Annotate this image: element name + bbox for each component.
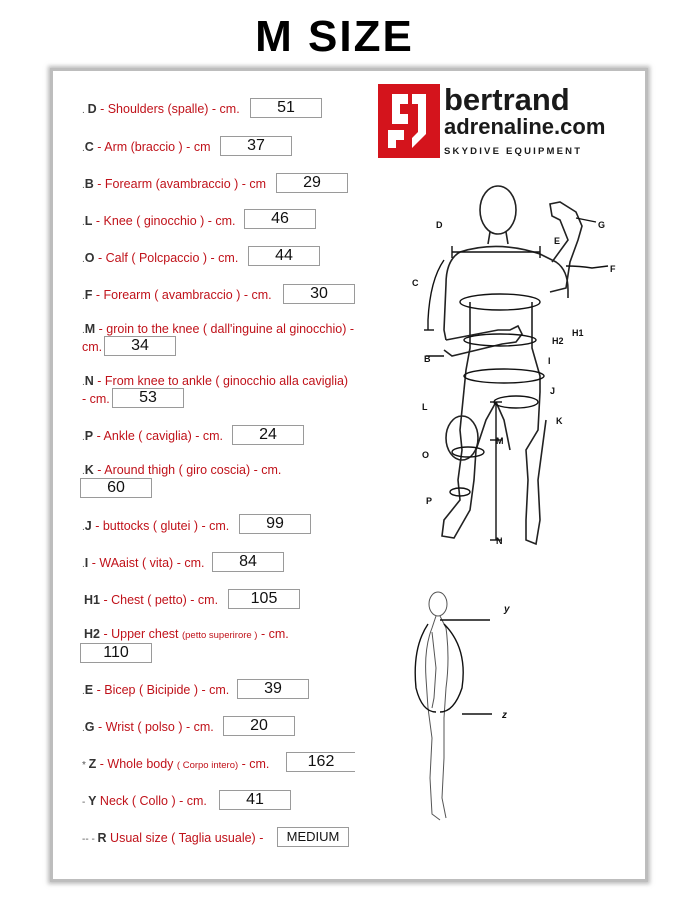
row-knee-ankle-unit: - cm.: [82, 392, 110, 406]
row-forearm-b: .B - Forearm (avambraccio ) - cm: [82, 177, 267, 191]
label-f: F: [610, 264, 616, 274]
label-h1: H1: [572, 328, 584, 338]
row-groin-knee: .M - groin to the knee ( dall'inguine al ginocchio) -: [82, 322, 354, 336]
input-bicep[interactable]: 39: [237, 679, 309, 699]
label-z: z: [502, 710, 507, 721]
label-j: J: [550, 386, 556, 396]
input-waist[interactable]: 84: [212, 552, 284, 572]
label-d: D: [436, 220, 443, 230]
row-buttocks: .J - buttocks ( glutei ) - cm.: [82, 519, 230, 533]
input-buttocks[interactable]: 99: [239, 514, 311, 534]
input-arm[interactable]: 37: [220, 136, 292, 156]
label-h2: H2: [552, 336, 564, 346]
row-upper-chest: H2 - Upper chest (petto superirore ) - cm.: [84, 627, 289, 641]
label-n: N: [496, 536, 503, 546]
row-usual-size: -- - R Usual size ( Taglia usuale) -: [82, 831, 264, 845]
input-whole-body[interactable]: 162: [286, 752, 355, 772]
row-arm: .C - Arm (braccio ) - cm: [82, 140, 211, 154]
logo-text-line1: bertrand: [444, 82, 570, 117]
label-m: M: [496, 436, 504, 446]
input-calf[interactable]: 44: [248, 246, 320, 266]
body-side-diagram: [410, 588, 530, 828]
bertrand-logo-icon: [378, 84, 440, 158]
row-forearm-f: .F - Forearm ( avambraccio ) - cm.: [82, 288, 272, 302]
row-knee-ankle: .N - From knee to ankle ( ginocchio alla caviglia): [82, 374, 349, 388]
input-usual-size[interactable]: MEDIUM: [277, 827, 349, 847]
input-upper-chest[interactable]: 110: [80, 643, 152, 663]
label-o: O: [422, 450, 430, 460]
row-thigh: .K - Around thigh ( giro coscia) - cm.: [82, 463, 282, 477]
row-chest: H1 - Chest ( petto) - cm.: [84, 593, 219, 607]
label-i: I: [548, 356, 551, 366]
logo-tagline: SKYDIVE EQUIPMENT: [444, 146, 583, 157]
input-knee-ankle[interactable]: 53: [112, 388, 184, 408]
row-waist: .I - WAaist ( vita) - cm.: [82, 556, 205, 570]
input-knee[interactable]: 46: [244, 209, 316, 229]
label-c: C: [412, 278, 419, 288]
input-forearm-b[interactable]: 29: [276, 173, 348, 193]
label-y: y: [504, 604, 510, 615]
input-wrist[interactable]: 20: [223, 716, 295, 736]
row-calf: .O - Calf ( Polcpaccio ) - cm.: [82, 251, 239, 265]
page-title: M SIZE: [255, 12, 414, 61]
input-neck[interactable]: 41: [219, 790, 291, 810]
input-groin-knee[interactable]: 34: [104, 336, 176, 356]
body-front-diagram: [400, 180, 630, 580]
input-forearm-f[interactable]: 30: [283, 284, 355, 304]
row-wrist: .G - Wrist ( polso ) - cm.: [82, 720, 214, 734]
row-whole-body: * Z - Whole body ( Corpo intero) - cm.: [82, 757, 270, 771]
logo-text-line2: adrenaline.com: [444, 114, 606, 139]
row-knee: .L - Knee ( ginocchio ) - cm.: [82, 214, 236, 228]
input-shoulders[interactable]: 51: [250, 98, 322, 118]
brand-logo: [378, 84, 614, 162]
row-ankle: .P - Ankle ( caviglia) - cm.: [82, 429, 224, 443]
label-l: L: [422, 402, 428, 412]
row-bicep: .E - Bicep ( Bicipide ) - cm.: [82, 683, 230, 697]
label-b: B: [424, 354, 431, 364]
label-p: P: [426, 496, 433, 506]
label-g: G: [598, 220, 606, 230]
row-shoulders: . D - Shoulders (spalle) - cm.: [82, 102, 240, 116]
input-thigh[interactable]: 60: [80, 478, 152, 498]
input-ankle[interactable]: 24: [232, 425, 304, 445]
label-k: K: [556, 416, 563, 426]
row-neck: - Y Neck ( Collo ) - cm.: [82, 794, 207, 808]
input-chest[interactable]: 105: [228, 589, 300, 609]
row-groin-knee-unit: cm.: [82, 340, 103, 354]
label-e: E: [554, 236, 561, 246]
